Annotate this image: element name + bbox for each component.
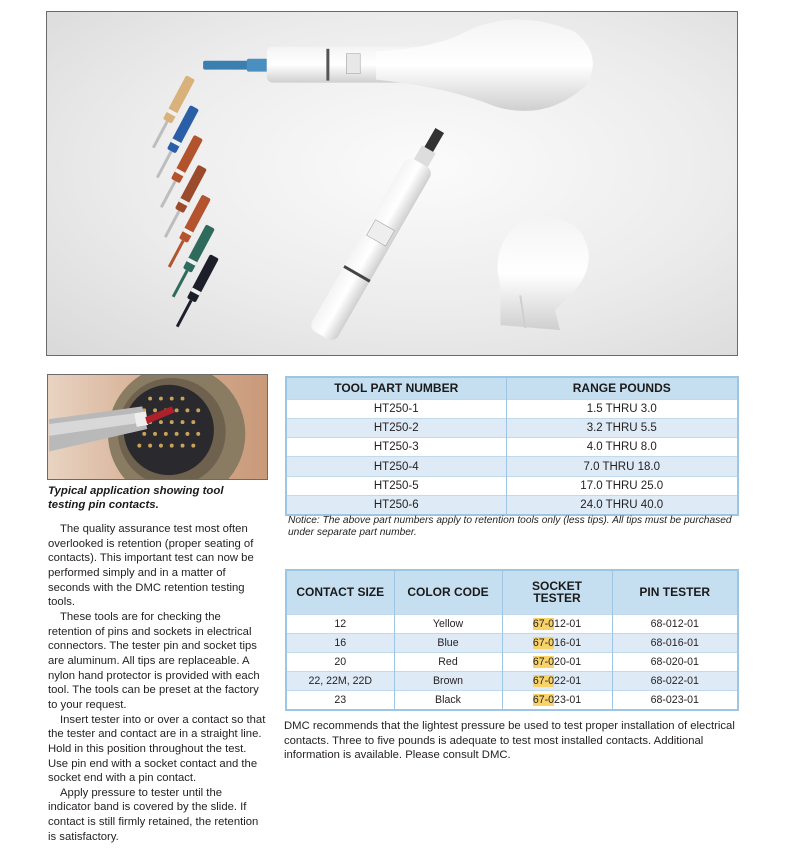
connector-pin [148,397,152,401]
socket-number-suffix: 23-01 [554,694,582,707]
connector-pin [181,444,185,448]
table-row [286,614,738,633]
contact-size-cell: 23 [286,691,394,710]
connector-pin [170,444,174,448]
column-header-contact-size: CONTACT SIZE [286,570,394,614]
pin-tester-cell: 68-020-01 [612,652,738,671]
connector-pin [153,432,157,436]
table-row [286,652,738,671]
highlighted-prefix: 67-0 [532,675,555,688]
part-number-cell: HT250-6 [286,495,506,514]
column-header-color-code: COLOR CODE [394,570,502,614]
contact-size-cell: 20 [286,652,394,671]
connector-pin [159,444,163,448]
column-header-tool-part-number: TOOL PART NUMBER [286,377,506,399]
color-code-cell: Yellow [394,614,502,633]
socket-number-suffix: 20-01 [554,655,582,668]
table-row [286,672,738,691]
connector-pin [196,432,200,436]
range-cell: 3.2 THRU 5.5 [506,418,738,437]
connector-pin [181,420,185,424]
contact-size-cell: 22, 22M, 22D [286,672,394,691]
diagonal-tester-tool [308,123,452,343]
socket-tester-cell [502,614,612,633]
connector-pin [175,432,179,436]
socket-tester-cell [502,672,612,691]
tester-tips [149,75,219,329]
connector-pin [175,408,179,412]
connector-pin [191,444,195,448]
part-number-cell: HT250-3 [286,438,506,457]
recommendation-text: DMC recommends that the lightest pressure be used to test proper installation of electrical contacts. Three to five pounds is adequate to test most installed contacts. Additional information is available. Please consult DMC. [284,720,735,762]
hand-protector-handle [498,217,589,330]
table-row [286,418,738,437]
socket-number-suffix: 22-01 [554,675,582,688]
color-code-cell: Blue [394,633,502,652]
application-photo [47,374,268,480]
connector-pin [170,420,174,424]
color-code-cell: Black [394,691,502,710]
column-header-range-pounds: RANGE POUNDS [506,377,738,399]
connector-pin [159,420,163,424]
tester-tip [173,254,219,329]
connector-pin [148,444,152,448]
connector-pin [137,444,141,448]
part-number-cell: HT250-1 [286,399,506,418]
table-row [286,691,738,710]
connector-illustration [48,375,267,479]
connector-pin [153,408,157,412]
color-code-cell: Brown [394,672,502,691]
pin-tester-cell: 68-023-01 [612,691,738,710]
part-number-cell: HT250-4 [286,457,506,476]
table-header-row [286,377,738,399]
column-header-socket-tester [502,570,612,614]
socket-tester-cell [502,691,612,710]
pin-tester-cell: 68-016-01 [612,633,738,652]
table-row [286,633,738,652]
connector-pin [170,397,174,401]
highlighted-prefix: 67-0 [532,636,555,649]
body-paragraph: Insert tester into or over a contact so that the tester and contact are in a straight line. Hold in this position throughout the test. Use pin end with a socket contact and the socket end with a pin contact. [48,713,266,785]
table-row [286,476,738,495]
socket-tester-cell [502,652,612,671]
range-cell: 24.0 THRU 40.0 [506,495,738,514]
photo-caption: Typical application showing tool testing pin contacts. [48,485,224,511]
socket-number-suffix: 12-01 [554,617,582,630]
highlighted-prefix: 67-0 [532,617,555,630]
connector-pin [142,432,146,436]
column-header-pin-tester: PIN TESTER [612,570,738,614]
range-cell: 17.0 THRU 25.0 [506,476,738,495]
body-paragraph: The quality assurance test most often overlooked is retention (proper seating of contacts). This important test can now be performed simply and in a matter of seconds with the DMC retention testing tools. [48,523,254,609]
contact-size-table [285,569,739,711]
range-cell: 7.0 THRU 18.0 [506,457,738,476]
connector-pin [185,432,189,436]
product-photo [46,11,738,356]
body-paragraph: These tools are for checking the retention of pins and sockets in electrical connectors. The tester pin and socket tips are aluminum. All tips are replaceable. A nylon hand protector is provided with each tool. The tools can be preset at the factory to your request. [48,610,260,711]
highlighted-prefix: 67-0 [532,694,555,707]
socket-tester-header-text: SOCKET TESTER [531,579,582,606]
connector-pin [164,432,168,436]
description-text [48,522,266,844]
horizontal-tester-tool [203,19,593,110]
connector-pin [159,397,163,401]
part-number-cell: HT250-5 [286,476,506,495]
table-row [286,495,738,514]
table-row [286,438,738,457]
contact-size-cell: 16 [286,633,394,652]
table-header-row [286,570,738,614]
color-code-cell: Red [394,652,502,671]
part-number-cell: HT250-2 [286,418,506,437]
connector-pin [191,420,195,424]
tool-part-table [285,376,739,516]
table-row [286,399,738,418]
highlighted-prefix: 67-0 [532,655,555,668]
contact-size-cell: 12 [286,614,394,633]
connector-pin [196,408,200,412]
range-cell: 4.0 THRU 8.0 [506,438,738,457]
range-cell: 1.5 THRU 3.0 [506,399,738,418]
retention-tools-illustration [47,12,737,355]
connector-pin [185,408,189,412]
connector-pin [181,397,185,401]
pin-tester-cell: 68-022-01 [612,672,738,691]
table-row [286,457,738,476]
pin-tester-cell: 68-012-01 [612,614,738,633]
notice-text: Notice: The above part numbers apply to retention tools only (less tips). All tips must be purchased under separate part number. [288,515,732,538]
socket-number-suffix: 16-01 [554,636,582,649]
body-paragraph: Apply pressure to tester until the indicator band is covered by the slide. If contact is still firmly retained, the retention is satisfactory. [48,786,259,843]
socket-tester-cell [502,633,612,652]
